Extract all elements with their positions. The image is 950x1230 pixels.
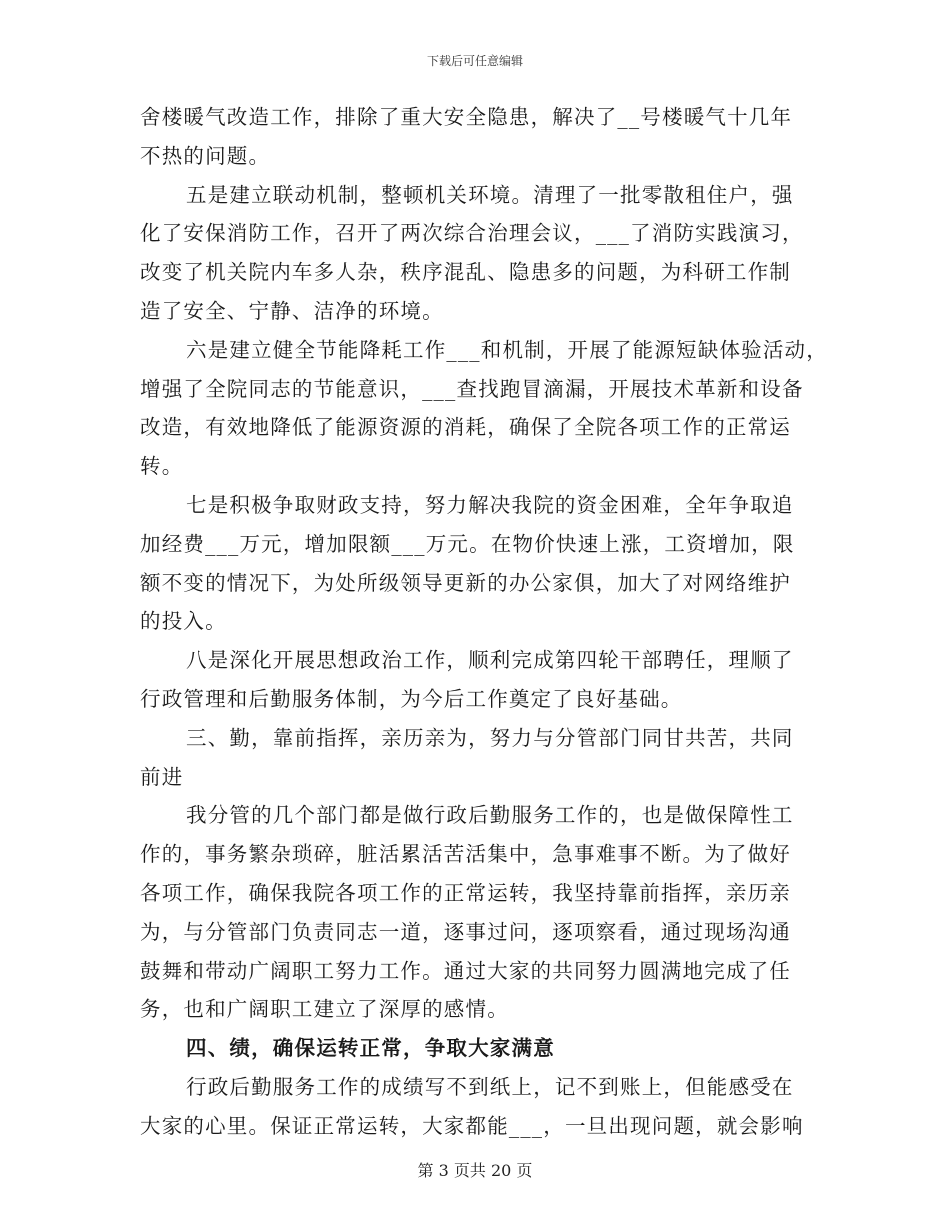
paragraph-line: 额不变的情况下，为处所级领导更新的办公家俱，加大了对网络维护 <box>140 570 791 595</box>
paragraph-line: 务，也和广阔职工建立了深厚的感情。 <box>140 997 509 1022</box>
paragraph-line: 八是深化开展思想政治工作，顺利完成第四轮干部聘任，理顺了 <box>186 648 794 673</box>
paragraph-line: 行政管理和后勤服务体制，为今后工作奠定了良好基础。 <box>140 686 683 711</box>
document-body <box>140 98 828 1146</box>
paragraph-line: 改造，有效地降低了能源资源的消耗，确保了全院各项工作的正常运 <box>140 415 791 440</box>
paragraph-line: 三、勤，靠前指挥，亲历亲为，努力与分管部门同甘共苦，共同 <box>186 725 794 750</box>
paragraph-line: 各项工作，确保我院各项工作的正常运转，我坚持靠前指挥，亲历亲 <box>140 880 791 905</box>
paragraph-line: 七是积极争取财政支持，努力解决我院的资金困难，全年争取追 <box>186 492 794 517</box>
section-heading-line: 四、绩，确保运转正常，争取大家满意 <box>186 1036 555 1061</box>
paragraph-line: 大家的心里。保证正常运转，大家都能___，一旦出现问题，就会影响 <box>140 1113 804 1138</box>
paragraph-line: 化了安保消防工作，召开了两次综合治理会议，___了消防实践演习， <box>140 221 804 246</box>
paragraph-line: 加经费___万元，增加限额___万元。在物价快速上涨，工资增加，限 <box>140 531 795 556</box>
paragraph-line: 前进 <box>140 764 184 789</box>
paragraph-line: 舍楼暖气改造工作，排除了重大安全隐患，解决了__号楼暖气十几年 <box>140 105 793 129</box>
paragraph-line: 作的，事务繁杂琐碎，脏活累活苦活集中，急事难事不断。为了做好 <box>140 842 791 867</box>
paragraph-line: 转。 <box>140 454 184 479</box>
paragraph-line: 不热的问题。 <box>140 143 271 168</box>
paragraph-line: 行政后勤服务工作的成绩写不到纸上，记不到账上，但能感受在 <box>186 1074 794 1099</box>
paragraph-line: 鼓舞和带动广阔职工努力工作。通过大家的共同努力圆满地完成了任 <box>140 958 791 983</box>
paragraph-line: 造了安全、宁静、洁净的环境。 <box>140 298 444 323</box>
paragraph-line: 为，与分管部门负责同志一道，逐事过问，逐项察看，通过现场沟通 <box>140 919 791 944</box>
paragraph-line: 增强了全院同志的节能意识，___查找跑冒滴漏，开展技术革新和设备 <box>140 376 804 401</box>
page-footer: 第 3 页共 20 页 <box>417 1161 533 1180</box>
paragraph-line: 我分管的几个部门都是做行政后勤服务工作的，也是做保障性工 <box>186 803 794 828</box>
paragraph-line: 五是建立联动机制，整顿机关环境。清理了一批零散租住户，强 <box>186 182 794 207</box>
paragraph-line: 六是建立健全节能降耗工作___和机制，开展了能源短缺体验活动， <box>186 337 828 362</box>
paragraph-line: 的投入。 <box>140 609 227 634</box>
page-header: 下载后可任意编辑 <box>426 54 523 68</box>
paragraph-line: 改变了机关院内车多人杂，秩序混乱、隐患多的问题，为科研工作制 <box>140 260 791 285</box>
